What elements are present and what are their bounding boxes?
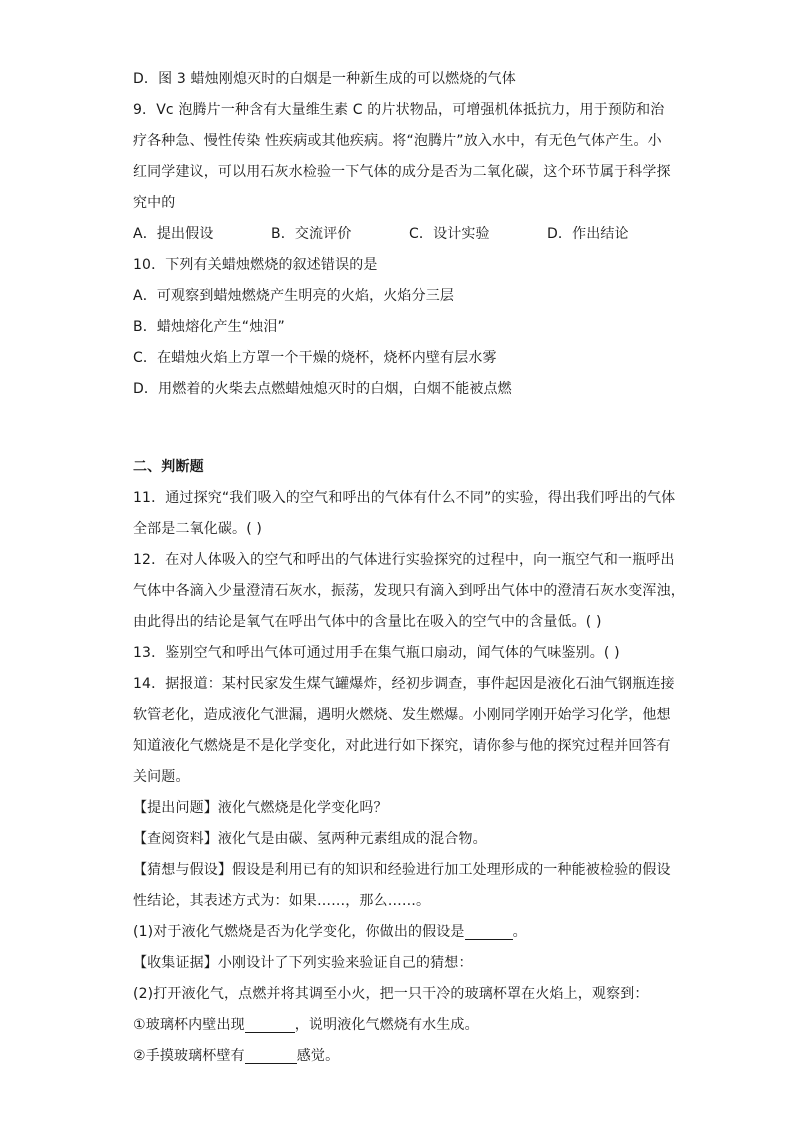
q11-line: 全部是二氧化碳。( ) [133, 521, 263, 537]
q14-material: 【查阅资料】液化气是由碳、氢两种元素组成的混合物。 [133, 831, 487, 847]
q14-sub1 [133, 917, 663, 948]
answer-blank-3[interactable] [245, 1047, 297, 1064]
q12-line: 由此得出的结论是氧气在呼出气体中的含量比在吸入的空气中的含量低。( ) [133, 614, 602, 630]
question-10 [133, 250, 663, 405]
q9-option-c: C．设计实验 [409, 226, 490, 242]
question-14 [133, 669, 675, 1072]
q14-sub1-text: (1)对于液化气燃烧是否为化学变化，你做出的假设是 [133, 924, 465, 940]
section-gap [133, 405, 663, 452]
q14-line: 14．据报道：某村民家发生煤气罐爆炸，经初步调查，事件起因是液化石油气钢瓶连接 [133, 676, 675, 692]
q14-sub2: (2)打开液化气，点燃并将其调至小火，把一只干冷的玻璃杯罩在火焰上，观察到： [133, 986, 649, 1002]
q9-stem-line: 红同学建议，可以用石灰水检验一下气体的成分是否为二氧化碳，这个环节属于科学探 [133, 164, 671, 180]
q9-option-d: D．作出结论 [547, 226, 629, 242]
q14-item1-text: ①玻璃杯内壁出现 [133, 1017, 245, 1033]
q14-item1-end: ，说明液化气燃烧有水生成。 [294, 1017, 479, 1033]
q9-stem-line: 疗各种急、慢性传染 性疾病或其他疾病。将“泡腾片”放入水中，有无色气体产生。小 [133, 133, 662, 149]
q14-item2-end: 感觉。 [296, 1048, 340, 1064]
q10-option-d: D．用燃着的火柴去点燃蜡烛熄灭时的白烟，白烟不能被点燃 [133, 381, 512, 397]
q10-option-b: B．蜡烛熔化产生“烛泪” [133, 319, 285, 335]
q12-line: 气体中各滴入少量澄清石灰水，振荡，发现只有滴入到呼出气体中的澄清石灰水变浑浊， [133, 583, 685, 599]
q14-question: 【提出问题】液化气燃烧是化学变化吗？ [133, 800, 388, 816]
question-13: 13．鉴别空气和呼出气体可通过用手在集气瓶口扇动，闻气体的气味鉴别。( ) [133, 645, 620, 661]
q14-line: 知道液化气燃烧是不是化学变化，对此进行如下探究，请你参与他的探究过程并回答有 [133, 738, 671, 754]
q12-line: 12．在对人体吸入的空气和呼出的气体进行实验探究的过程中，向一瓶空气和一瓶呼出 [133, 552, 675, 568]
answer-blank-2[interactable] [245, 1016, 295, 1033]
exam-page [133, 64, 685, 1072]
section-title: 二、判断题 [133, 459, 204, 475]
q14-item2 [133, 1041, 663, 1072]
q9-stem-line: 究中的 [133, 195, 176, 211]
q14-hypothesis-line: 性结论，其表述方式为：如果……，那么……。 [133, 893, 431, 909]
q9-option-b: B．交流评价 [271, 226, 352, 242]
q9-options [133, 219, 663, 250]
q9-option-a: A．提出假设 [133, 226, 214, 242]
question-11 [133, 483, 676, 545]
q14-sub1-end: 。 [512, 924, 527, 940]
q14-item2-text: ②手摸玻璃杯壁有 [133, 1048, 245, 1064]
q10-stem: 10．下列有关蜡烛燃烧的叙述错误的是 [133, 257, 378, 273]
q11-line: 11．通过探究“我们吸入的空气和呼出的气体有什么不同”的实验，得出我们呼出的气体 [133, 490, 676, 506]
q14-item1 [133, 1010, 663, 1041]
q10-option-a: A．可观察到蜡烛燃烧产生明亮的火焰，火焰分三层 [133, 288, 455, 304]
q10-option-c: C．在蜡烛火焰上方罩一个干燥的烧杯，烧杯内壁有层水雾 [133, 350, 497, 366]
q14-line: 关问题。 [133, 769, 190, 785]
q14-hypothesis-line: 【猜想与假设】假设是利用已有的知识和经验进行加工处理形成的一种能被检验的假设 [133, 862, 671, 878]
question-12 [133, 545, 685, 638]
q14-evidence: 【收集证据】小刚设计了下列实验来验证自己的猜想： [133, 955, 473, 971]
q9-stem-line: 9．Vc 泡腾片一种含有大量维生素 C 的片状物品，可增强机体抵抗力，用于预防和治 [133, 102, 665, 118]
question-9 [133, 95, 671, 250]
answer-blank-1[interactable] [465, 923, 513, 940]
q14-line: 软管老化，造成液化气泄漏，遇明火燃烧、发生燃爆。小刚同学刚开始学习化学，他想 [133, 707, 671, 723]
q8-option-d: D．图 3 蜡烛刚熄灭时的白烟是一种新生成的可以燃烧的气体 [133, 71, 516, 87]
